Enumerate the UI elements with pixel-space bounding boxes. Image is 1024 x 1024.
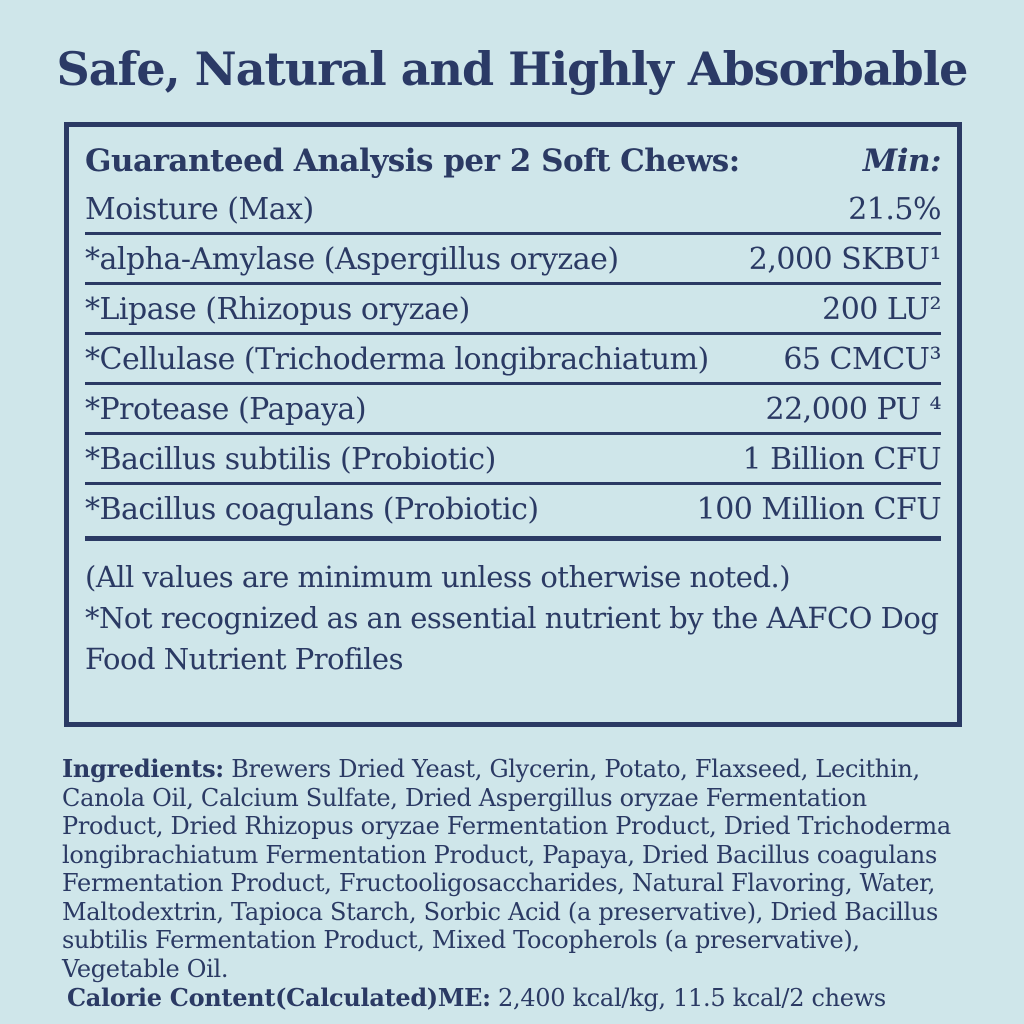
analysis-row-bacillus-subtilis bbox=[85, 435, 941, 485]
analysis-label: *Protease (Papaya) bbox=[85, 392, 367, 427]
analysis-value: 200 LU² bbox=[822, 292, 941, 327]
analysis-value: 22,000 PU ⁴ bbox=[765, 392, 941, 427]
analysis-label: *Bacillus coagulans (Probiotic) bbox=[85, 492, 539, 527]
ingredients-paragraph bbox=[62, 755, 967, 983]
panel-header-label: Guaranteed Analysis per 2 Soft Chews: bbox=[85, 143, 740, 179]
ingredients-section bbox=[62, 755, 967, 1013]
analysis-label: *Lipase (Rhizopus oryzae) bbox=[85, 292, 470, 327]
footnote-minimum-values: (All values are minimum unless otherwise noted.) bbox=[85, 560, 791, 594]
analysis-label: Moisture (Max) bbox=[85, 192, 314, 227]
analysis-value: 65 CMCU³ bbox=[783, 342, 941, 377]
calorie-label: Calorie Content(Calculated)ME: bbox=[67, 983, 491, 1012]
guaranteed-analysis-panel bbox=[64, 122, 962, 727]
page-title: Safe, Natural and Highly Absorbable bbox=[56, 42, 968, 96]
analysis-value: 2,000 SKBU¹ bbox=[748, 242, 941, 277]
analysis-label: *Bacillus subtilis (Probiotic) bbox=[85, 442, 496, 477]
analysis-row-bacillus-coagulans bbox=[85, 485, 941, 541]
calorie-content-line bbox=[62, 984, 967, 1013]
panel-footnotes bbox=[85, 557, 941, 680]
analysis-label: *Cellulase (Trichoderma longibrachiatum) bbox=[85, 342, 709, 377]
footnote-aafco: *Not recognized as an essential nutrient by the AAFCO Dog Food Nutrient Profiles bbox=[85, 601, 939, 676]
analysis-value: 1 Billion CFU bbox=[742, 442, 941, 477]
panel-header bbox=[85, 135, 941, 185]
analysis-row-moisture bbox=[85, 185, 941, 235]
ingredients-label: Ingredients: bbox=[62, 754, 224, 783]
analysis-row-cellulase bbox=[85, 335, 941, 385]
ingredients-text: Brewers Dried Yeast, Glycerin, Potato, Flaxseed, Lecithin, Canola Oil, Calcium Sulfate, Dried Aspergillus oryzae Fermentation Product, Dried Rhizopus oryzae Fermentation Product, Dried Trichoderma longibrachiatum Fermentation Product, Papaya, Dried Bacillus coagulans Fermentation Product, Fructooligosaccharides, Natural Flavoring, Water, Maltodextrin, Tapioca Starch, Sorbic Acid (a preservative), Dried Bacillus subtilis Fermentation Product, Mixed Tocopherols (a preservative), Vegetable Oil. bbox=[62, 755, 951, 983]
min-column-header: Min: bbox=[862, 143, 941, 179]
analysis-row-alpha-amylase bbox=[85, 235, 941, 285]
analysis-value: 21.5% bbox=[848, 192, 941, 227]
analysis-row-protease bbox=[85, 385, 941, 435]
analysis-label: *alpha-Amylase (Aspergillus oryzae) bbox=[85, 242, 619, 277]
analysis-row-lipase bbox=[85, 285, 941, 335]
calorie-text: 2,400 kcal/kg, 11.5 kcal/2 chews bbox=[490, 984, 886, 1012]
analysis-value: 100 Million CFU bbox=[696, 492, 941, 527]
